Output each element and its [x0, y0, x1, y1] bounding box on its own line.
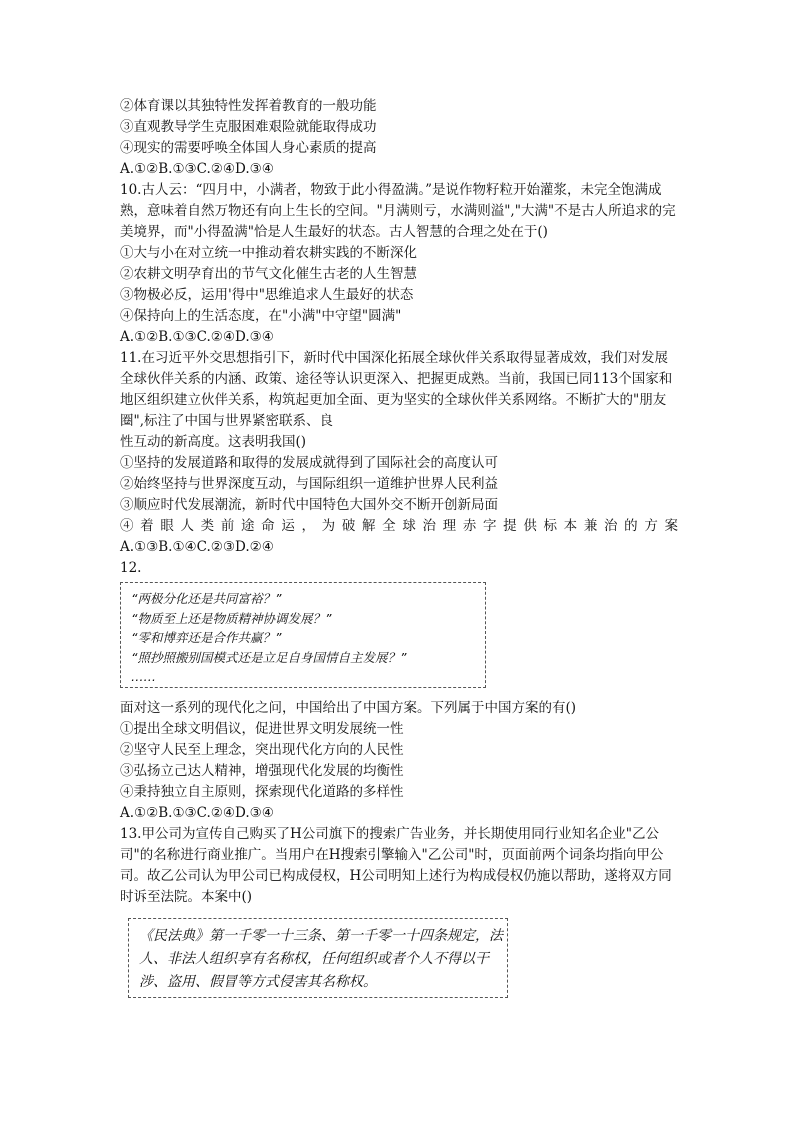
- q9-option-2: ②体育课以其独特性发挥着教育的一般功能: [120, 98, 377, 114]
- q12-number: 12.: [120, 560, 142, 576]
- q12-option-4: ④秉持独立自主原则，探索现代化道路的多样性: [120, 784, 404, 800]
- q12-quote-1: “两极分化还是共同富裕？”: [131, 591, 282, 606]
- q10-stem: 10.古人云：“四月中，小满者，物致于此小得盈满。”是说作物籽粒开始灌浆，未完全饱满成熟，意味着自然万物还有向上生长的空间。"月满则亏，水满则溢","大满"不是古人所追求的完美境界，而"小得盈满"恰是人生最好的状态。古人智慧的合理之处在于(): [120, 182, 676, 240]
- q11-option-3: ③顺应时代发展潮流，新时代中国特色大国外交不断开创新局面: [120, 497, 498, 513]
- q12-option-2: ②坚守人民至上理念，突出现代化方向的人民性: [120, 742, 404, 758]
- q11-option-2: ②始终坚持与世界深度互动，与国际组织一道维护世界人民利益: [120, 476, 498, 492]
- q12-quote-3: “零和博弈还是合作共赢？”: [131, 630, 282, 645]
- q12-option-3: ③弘扬立己达人精神，增强现代化发展的均衡性: [120, 763, 404, 779]
- q12-quote-2: “物质至上还是物质精神协调发展？”: [131, 610, 332, 626]
- q13-law-line-3: 涉、盗用、假冒等方式侵害其名称权。: [139, 974, 377, 990]
- q9-option-3: ③直观教导学生克服困难艰险就能取得成功: [120, 119, 377, 135]
- q10-option-1: ①大与小在对立统一中推动着农耕实践的不断深化: [120, 245, 417, 261]
- q9-option-4: ④现实的需要呼唤全体国人身心素质的提高: [120, 140, 377, 156]
- q11-stem: 11.在习近平外交思想指引下，新时代中国深化拓展全球伙伴关系取得显著成效，我们对发展全球伙伴关系的内涵、政策、途径等认识更深入、把握更成熟。当前，我国已同113个国家和地区组织建立伙伴关系，构筑起更加全面、更为坚实的全球伙伴关系网络。不断扩大的"朋友圈",标注了中国与世界紧密联系、良: [120, 350, 673, 429]
- q12-stem: 面对这一系列的现代化之问，中国给出了中国方案。下列属于中国方案的有(): [120, 700, 577, 716]
- q12-answers: A.①②B.①③C.②④D.③④: [120, 805, 274, 821]
- q10-option-4: ④保持向上的生活态度，在"小满"中守望"圆满": [120, 308, 402, 324]
- q9-answers: A.①②B.①③C.②④D.③④: [120, 161, 274, 177]
- q13-stem: 13.甲公司为宣传自己购买了H公司旗下的搜索广告业务，并长期使用同行业知名企业"乙公司"的名称进行商业推广。当用户在H搜索引擎输入"乙公司"时，页面前两个词条均指向甲公司。故乙公司认为甲公司已构成侵权，H公司明知上述行为构成侵权仍施以帮助，遂将双方同时诉至法院。本案中(): [120, 826, 672, 905]
- q11-stem-tail: 性互动的新高度。这表明我国(): [120, 434, 307, 450]
- q12-quote-box: [120, 582, 486, 688]
- q10-option-2: ②农耕文明孕育出的节气文化催生古老的人生智慧: [120, 266, 417, 282]
- q13-law-line-1: 《民法典》第一千零一十三条、第一千零一十四条规定，法: [139, 928, 503, 944]
- q11-option-4: ④着眼人类前途命运，为破解全球治理赤字提供标本兼治的方案: [120, 518, 678, 534]
- q12-quote-4: “照抄照搬别国模式还是立足自身国情自主发展？”: [131, 649, 407, 665]
- q12-option-1: ①提出全球文明倡议，促进世界文明发展统一性: [120, 721, 404, 737]
- q13-law-line-2: 人、非法人组织享有名称权，任何组织或者个人不得以干: [139, 951, 489, 967]
- q13-law-box: [128, 918, 508, 998]
- q11-answers: A.①③B.①④C.②③D.②④: [120, 539, 274, 555]
- q12-quote-5: ……: [131, 669, 156, 684]
- q10-answers: A.①②B.①③C.②④D.③④: [120, 329, 274, 345]
- q10-option-3: ③物极必反，运用'得中"思维追求人生最好的状态: [120, 287, 414, 303]
- q11-option-1: ①坚持的发展道路和取得的发展成就得到了国际社会的高度认可: [120, 455, 498, 471]
